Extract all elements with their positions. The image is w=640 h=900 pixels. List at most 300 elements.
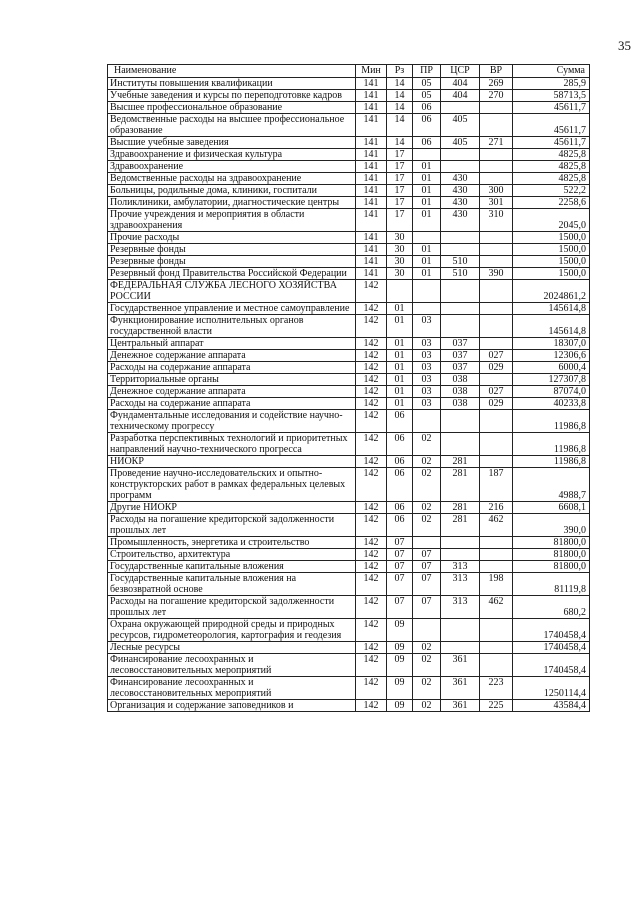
cell-vr: 225 [480,700,513,712]
table-row [108,561,590,573]
cell-csr [441,619,480,642]
cell-pr: 07 [413,573,441,596]
cell-vr: 390 [480,268,513,280]
cell-pr: 07 [413,561,441,573]
cell-sum: 2024861,2 [513,280,590,303]
cell-csr [441,410,480,433]
cell-csr [441,161,480,173]
cell-name: Расходы на погашение кредиторской задолженности прошлых лет [108,596,356,619]
cell-rz: 06 [387,410,413,433]
cell-sum: 18307,0 [513,338,590,350]
cell-csr: 404 [441,90,480,102]
cell-csr: 361 [441,677,480,700]
cell-vr [480,303,513,315]
cell-name: Ведомственные расходы на высшее профессиональное образование [108,114,356,137]
cell-vr [480,456,513,468]
cell-name: Институты повышения квалификации [108,78,356,90]
table-row [108,114,590,137]
cell-pr [413,619,441,642]
cell-csr: 281 [441,456,480,468]
cell-name: Другие НИОКР [108,502,356,514]
table-row [108,374,590,386]
cell-min: 141 [356,256,387,268]
cell-rz: 17 [387,185,413,197]
cell-name: Учебные заведения и курсы по переподготовке кадров [108,90,356,102]
cell-name: Ведомственные расходы на здравоохранение [108,173,356,185]
cell-name: Здравоохранение и физическая культура [108,149,356,161]
cell-sum: 12306,6 [513,350,590,362]
cell-name: Государственное управление и местное самоуправление [108,303,356,315]
cell-sum: 1740458,4 [513,642,590,654]
cell-vr [480,642,513,654]
cell-csr [441,149,480,161]
cell-sum: 6000,4 [513,362,590,374]
cell-name: Фундаментальные исследования и содействие научно-техническому прогрессу [108,410,356,433]
cell-min: 141 [356,161,387,173]
cell-csr: 281 [441,514,480,537]
cell-vr [480,232,513,244]
cell-csr [441,549,480,561]
cell-pr: 02 [413,700,441,712]
cell-min: 142 [356,338,387,350]
cell-rz: 30 [387,268,413,280]
cell-rz: 06 [387,433,413,456]
cell-pr: 02 [413,677,441,700]
cell-name: Функционирование исполнительных органов государственной власти [108,315,356,338]
cell-rz: 01 [387,350,413,362]
header-pr: ПР [413,65,441,78]
cell-pr: 03 [413,350,441,362]
cell-rz: 06 [387,514,413,537]
cell-rz: 01 [387,303,413,315]
cell-pr: 07 [413,596,441,619]
cell-name: Поликлиники, амбулатории, диагностические центры [108,197,356,209]
cell-csr: 405 [441,137,480,149]
cell-name: Расходы на погашение кредиторской задолженности прошлых лет [108,514,356,537]
cell-name: Здравоохранение [108,161,356,173]
cell-name: Расходы на содержание аппарата [108,398,356,410]
table-row [108,410,590,433]
cell-name: Охрана окружающей природной среды и природных ресурсов, гидрометеорология, картография и геодезия [108,619,356,642]
table-row [108,549,590,561]
cell-min: 142 [356,537,387,549]
cell-min: 142 [356,386,387,398]
cell-csr [441,303,480,315]
table-row [108,433,590,456]
cell-min: 142 [356,596,387,619]
cell-name: Финансирование лесоохранных и лесовосстановительных мероприятий [108,677,356,700]
cell-csr [441,280,480,303]
cell-vr: 462 [480,596,513,619]
cell-vr [480,619,513,642]
cell-sum: 145614,8 [513,315,590,338]
cell-sum: 285,9 [513,78,590,90]
cell-min: 142 [356,362,387,374]
cell-csr: 313 [441,596,480,619]
cell-min: 142 [356,514,387,537]
table-row [108,573,590,596]
cell-rz: 01 [387,315,413,338]
cell-rz: 17 [387,197,413,209]
cell-vr: 270 [480,90,513,102]
table-row [108,78,590,90]
cell-sum: 45611,7 [513,137,590,149]
cell-vr [480,374,513,386]
header-rz: Рз [387,65,413,78]
cell-vr [480,149,513,161]
cell-sum: 4988,7 [513,468,590,502]
cell-rz: 09 [387,654,413,677]
cell-sum: 1740458,4 [513,654,590,677]
cell-sum: 11986,8 [513,433,590,456]
table-row [108,338,590,350]
cell-sum: 1500,0 [513,232,590,244]
table-row [108,642,590,654]
cell-pr: 01 [413,256,441,268]
cell-pr: 02 [413,654,441,677]
cell-csr: 405 [441,114,480,137]
table-row [108,677,590,700]
header-name: Наименование [108,65,356,78]
cell-pr: 03 [413,315,441,338]
cell-min: 141 [356,173,387,185]
cell-sum: 522,2 [513,185,590,197]
cell-name: Проведение научно-исследовательских и опытно-конструкторских работ в рамках федеральных целевых программ [108,468,356,502]
cell-rz: 07 [387,537,413,549]
cell-vr [480,161,513,173]
cell-sum: 1500,0 [513,268,590,280]
cell-name: Прочие учреждения и мероприятия в области здравоохранения [108,209,356,232]
cell-min: 141 [356,78,387,90]
cell-min: 142 [356,502,387,514]
cell-min: 142 [356,468,387,502]
cell-rz: 09 [387,700,413,712]
cell-rz: 01 [387,338,413,350]
cell-csr: 430 [441,173,480,185]
table-row [108,232,590,244]
cell-pr: 02 [413,642,441,654]
cell-pr: 05 [413,78,441,90]
cell-vr: 027 [480,386,513,398]
cell-name: Строительство, архитектура [108,549,356,561]
cell-sum: 4825,8 [513,161,590,173]
cell-pr: 02 [413,514,441,537]
cell-sum: 680,2 [513,596,590,619]
header-vr: ВР [480,65,513,78]
cell-pr: 02 [413,433,441,456]
cell-rz: 09 [387,619,413,642]
table-row [108,173,590,185]
cell-pr: 01 [413,173,441,185]
cell-name: Финансирование лесоохранных и лесовосстановительных мероприятий [108,654,356,677]
cell-min: 142 [356,677,387,700]
cell-name: Центральный аппарат [108,338,356,350]
cell-csr [441,537,480,549]
cell-min: 142 [356,398,387,410]
table-row [108,654,590,677]
cell-pr: 01 [413,161,441,173]
cell-csr: 037 [441,362,480,374]
cell-vr [480,561,513,573]
cell-sum: 6608,1 [513,502,590,514]
cell-vr: 029 [480,398,513,410]
cell-csr: 313 [441,561,480,573]
cell-rz: 14 [387,90,413,102]
cell-rz: 17 [387,209,413,232]
cell-min: 141 [356,268,387,280]
cell-pr: 03 [413,374,441,386]
cell-sum: 4825,8 [513,173,590,185]
table-row [108,90,590,102]
table-row [108,398,590,410]
cell-rz: 30 [387,232,413,244]
cell-csr: 038 [441,398,480,410]
cell-rz: 09 [387,677,413,700]
cell-vr: 271 [480,137,513,149]
cell-name: Разработка перспективных технологий и приоритетных направлений научно-технического прогресса [108,433,356,456]
cell-vr [480,537,513,549]
cell-rz: 07 [387,596,413,619]
table-row [108,537,590,549]
cell-min: 142 [356,700,387,712]
cell-csr: 510 [441,256,480,268]
cell-vr [480,410,513,433]
cell-csr: 038 [441,374,480,386]
table-row [108,197,590,209]
header-sum: Сумма [513,65,590,78]
table-header-row [108,65,590,78]
cell-rz: 06 [387,468,413,502]
cell-sum: 81800,0 [513,537,590,549]
cell-vr [480,256,513,268]
table-row [108,502,590,514]
cell-sum: 1250114,4 [513,677,590,700]
cell-min: 142 [356,315,387,338]
cell-vr [480,114,513,137]
cell-name: Больницы, родильные дома, клиники, госпитали [108,185,356,197]
cell-pr: 01 [413,244,441,256]
cell-sum: 145614,8 [513,303,590,315]
cell-name: Резервные фонды [108,256,356,268]
cell-name: Высшее профессиональное образование [108,102,356,114]
cell-vr: 216 [480,502,513,514]
cell-rz: 14 [387,114,413,137]
cell-pr: 03 [413,398,441,410]
cell-min: 141 [356,232,387,244]
cell-pr: 03 [413,338,441,350]
cell-rz: 30 [387,244,413,256]
cell-rz: 07 [387,561,413,573]
table-row [108,185,590,197]
table-row [108,137,590,149]
cell-sum: 2258,6 [513,197,590,209]
cell-sum: 127307,8 [513,374,590,386]
cell-min: 142 [356,374,387,386]
cell-min: 141 [356,114,387,137]
cell-min: 141 [356,102,387,114]
cell-pr: 06 [413,137,441,149]
cell-min: 141 [356,197,387,209]
cell-name: Денежное содержание аппарата [108,350,356,362]
cell-rz: 06 [387,456,413,468]
cell-min: 142 [356,303,387,315]
cell-name: Денежное содержание аппарата [108,386,356,398]
cell-name: Государственные капитальные вложения на безвозвратной основе [108,573,356,596]
cell-vr: 223 [480,677,513,700]
cell-pr: 03 [413,362,441,374]
cell-min: 142 [356,573,387,596]
cell-min: 142 [356,654,387,677]
cell-vr [480,433,513,456]
cell-name: Резервные фонды [108,244,356,256]
table-row [108,244,590,256]
cell-min: 142 [356,280,387,303]
cell-csr [441,315,480,338]
cell-csr: 281 [441,468,480,502]
cell-min: 141 [356,137,387,149]
cell-pr [413,280,441,303]
cell-min: 141 [356,209,387,232]
cell-sum: 11986,8 [513,456,590,468]
page-number: 35 [618,38,631,53]
table-row [108,468,590,502]
cell-vr [480,244,513,256]
cell-rz: 30 [387,256,413,268]
table-row [108,280,590,303]
cell-csr [441,642,480,654]
cell-min: 141 [356,185,387,197]
cell-vr [480,102,513,114]
table-row [108,209,590,232]
cell-vr [480,654,513,677]
cell-vr [480,338,513,350]
cell-min: 141 [356,244,387,256]
cell-pr: 03 [413,386,441,398]
cell-vr [480,173,513,185]
cell-csr: 037 [441,350,480,362]
cell-pr: 06 [413,102,441,114]
cell-csr [441,102,480,114]
cell-pr: 01 [413,197,441,209]
table-row [108,268,590,280]
cell-csr: 361 [441,700,480,712]
cell-rz: 01 [387,362,413,374]
cell-vr: 301 [480,197,513,209]
cell-vr [480,315,513,338]
cell-csr: 361 [441,654,480,677]
cell-min: 141 [356,90,387,102]
cell-min: 142 [356,410,387,433]
cell-sum: 81800,0 [513,561,590,573]
cell-sum: 58713,5 [513,90,590,102]
cell-rz: 14 [387,137,413,149]
cell-rz: 17 [387,161,413,173]
cell-name: Высшие учебные заведения [108,137,356,149]
cell-sum: 81800,0 [513,549,590,561]
cell-pr: 07 [413,549,441,561]
table-row [108,149,590,161]
cell-min: 142 [356,456,387,468]
cell-rz: 01 [387,374,413,386]
cell-pr: 01 [413,209,441,232]
cell-pr [413,537,441,549]
table-row [108,700,590,712]
cell-rz: 14 [387,78,413,90]
cell-name: Лесные ресурсы [108,642,356,654]
table-body [108,78,590,712]
cell-pr: 02 [413,456,441,468]
cell-pr [413,410,441,433]
cell-pr [413,149,441,161]
cell-rz: 17 [387,149,413,161]
cell-sum: 1500,0 [513,256,590,268]
cell-name: Прочие расходы [108,232,356,244]
cell-sum: 81119,8 [513,573,590,596]
cell-name: Резервный фонд Правительства Российской Федерации [108,268,356,280]
cell-vr: 300 [480,185,513,197]
cell-pr: 01 [413,185,441,197]
cell-csr: 037 [441,338,480,350]
cell-rz: 01 [387,386,413,398]
cell-rz: 14 [387,102,413,114]
cell-sum: 45611,7 [513,114,590,137]
budget-table [107,64,590,712]
cell-csr: 430 [441,185,480,197]
cell-pr: 02 [413,502,441,514]
cell-csr [441,244,480,256]
cell-vr: 198 [480,573,513,596]
cell-name: НИОКР [108,456,356,468]
cell-min: 142 [356,619,387,642]
cell-sum: 87074,0 [513,386,590,398]
cell-csr: 430 [441,197,480,209]
cell-sum: 390,0 [513,514,590,537]
cell-pr: 01 [413,268,441,280]
cell-vr [480,280,513,303]
cell-pr: 06 [413,114,441,137]
cell-csr [441,232,480,244]
table-row [108,514,590,537]
table-row [108,161,590,173]
cell-vr: 310 [480,209,513,232]
cell-sum: 40233,8 [513,398,590,410]
header-csr: ЦСР [441,65,480,78]
cell-min: 142 [356,433,387,456]
cell-csr: 281 [441,502,480,514]
table-row [108,456,590,468]
cell-rz: 06 [387,502,413,514]
cell-min: 142 [356,350,387,362]
cell-pr: 02 [413,468,441,502]
cell-sum: 1740458,4 [513,619,590,642]
cell-name: Территориальные органы [108,374,356,386]
cell-min: 141 [356,149,387,161]
table-row [108,362,590,374]
cell-sum: 2045,0 [513,209,590,232]
cell-csr: 404 [441,78,480,90]
cell-pr: 05 [413,90,441,102]
cell-sum: 1500,0 [513,244,590,256]
cell-vr: 462 [480,514,513,537]
cell-csr: 510 [441,268,480,280]
cell-rz [387,280,413,303]
cell-min: 142 [356,642,387,654]
cell-csr: 313 [441,573,480,596]
cell-csr: 430 [441,209,480,232]
cell-rz: 07 [387,549,413,561]
cell-name: Организация и содержание заповедников и [108,700,356,712]
cell-sum: 11986,8 [513,410,590,433]
